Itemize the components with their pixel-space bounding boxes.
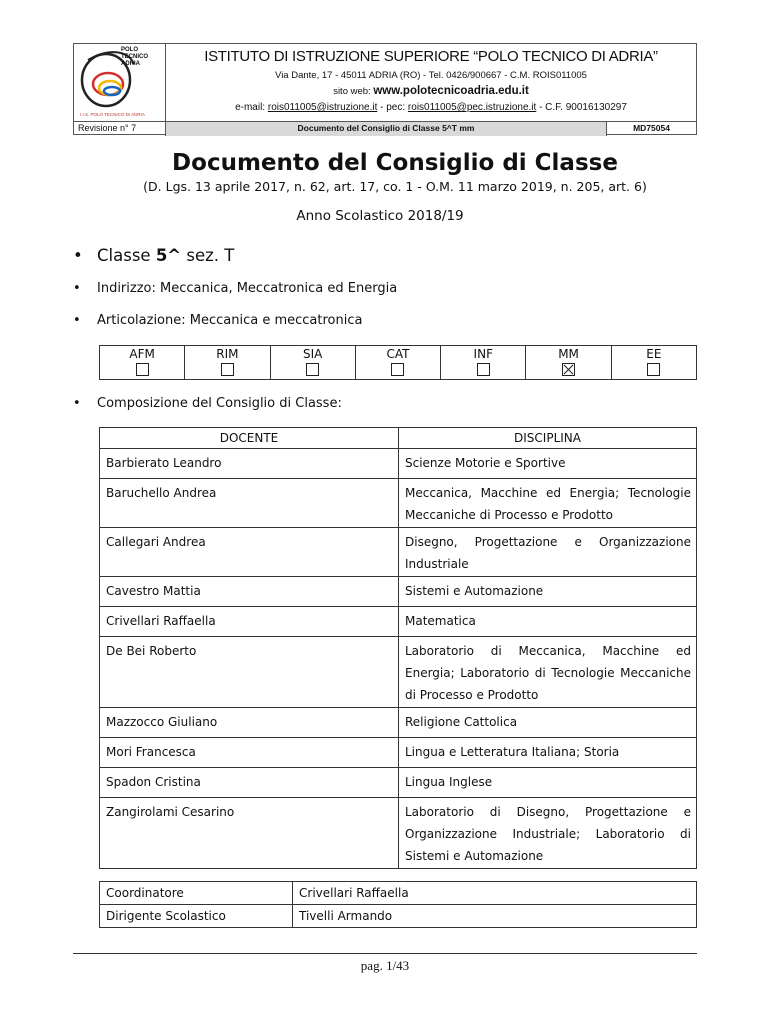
disciplina-cell: Scienze Motorie e Sportive bbox=[399, 449, 697, 479]
classe-section: sez. T bbox=[186, 246, 235, 265]
disciplina-cell: Sistemi e Automazione bbox=[399, 577, 697, 607]
disciplina-cell: Lingua e Letteratura Italiana; Storia bbox=[399, 738, 697, 768]
checkbox-rim[interactable] bbox=[221, 363, 234, 376]
docente-cell: Mazzocco Giuliano bbox=[100, 708, 399, 738]
role-name: Tivelli Armando bbox=[293, 905, 697, 928]
website-link[interactable]: www.polotecnicoadria.edu.it bbox=[373, 85, 529, 97]
docente-cell: Crivellari Raffaella bbox=[100, 607, 399, 637]
table-row bbox=[100, 798, 697, 869]
disciplina-cell: Disegno, Progettazione e Organizzazione Industriale bbox=[399, 528, 697, 577]
role-row-dirigente bbox=[100, 905, 697, 928]
bullet-icon: • bbox=[73, 281, 81, 296]
logo-subtext: I.I.S. POLO TECNICO DI ADRIA bbox=[80, 112, 145, 117]
page-number: pag. 1/43 bbox=[360, 958, 410, 973]
table-row bbox=[100, 738, 697, 768]
table-row bbox=[100, 637, 697, 708]
course-cell-cat bbox=[356, 346, 441, 379]
course-cell-inf bbox=[441, 346, 526, 379]
checkbox-afm[interactable] bbox=[136, 363, 149, 376]
bullet-articolazione bbox=[73, 313, 362, 328]
docente-cell: Spadon Cristina bbox=[100, 768, 399, 798]
course-cell-ee bbox=[612, 346, 696, 379]
docente-cell: Mori Francesca bbox=[100, 738, 399, 768]
header-disciplina: DISCIPLINA bbox=[399, 428, 697, 449]
revision-label: Revisione n° 7 bbox=[74, 122, 166, 136]
role-label: Dirigente Scolastico bbox=[100, 905, 293, 928]
table-row bbox=[100, 768, 697, 798]
bullet-composizione bbox=[73, 396, 342, 411]
checkbox-cat[interactable] bbox=[391, 363, 404, 376]
docente-cell: De Bei Roberto bbox=[100, 637, 399, 708]
role-name: Crivellari Raffaella bbox=[293, 882, 697, 905]
logo-title-line-2: TECNICO bbox=[121, 54, 148, 60]
school-logo bbox=[74, 44, 166, 121]
footer-divider bbox=[73, 953, 697, 954]
bullet-icon: • bbox=[73, 313, 81, 328]
course-label: EE bbox=[646, 347, 662, 361]
header-docente: DOCENTE bbox=[100, 428, 399, 449]
classe-prefix: Classe bbox=[97, 246, 151, 265]
bullet-icon: • bbox=[73, 396, 81, 411]
school-contacts-line bbox=[166, 102, 696, 113]
disciplina-cell: Lingua Inglese bbox=[399, 768, 697, 798]
course-cell-sia bbox=[271, 346, 356, 379]
bullet-indirizzo bbox=[73, 281, 397, 296]
course-label: INF bbox=[473, 347, 493, 361]
docente-cell: Cavestro Mattia bbox=[100, 577, 399, 607]
roles-table bbox=[99, 881, 697, 928]
school-website-line bbox=[166, 85, 696, 97]
table-header-row bbox=[100, 428, 697, 449]
table-row bbox=[100, 479, 697, 528]
docente-cell: Zangirolami Cesarino bbox=[100, 798, 399, 869]
document-code: MD75054 bbox=[633, 123, 670, 133]
school-name: ISTITUTO DI ISTRUZIONE SUPERIORE “POLO TECNICO DI ADRIA” bbox=[204, 48, 658, 65]
logo-title-line-3: ADRIA bbox=[121, 61, 140, 67]
page-subtitle: (D. Lgs. 13 aprile 2017, n. 62, art. 17, co. 1 - O.M. 11 marzo 2019, n. 205, art. 6) bbox=[143, 179, 647, 194]
email-prefix: e-mail: bbox=[235, 102, 266, 113]
course-label: RIM bbox=[216, 347, 239, 361]
checkbox-inf[interactable] bbox=[477, 363, 490, 376]
classe-number: 5^ bbox=[155, 246, 182, 265]
checkbox-mm[interactable] bbox=[562, 363, 575, 376]
pec-prefix: - pec: bbox=[380, 102, 406, 113]
logo-title bbox=[121, 47, 148, 68]
website-prefix: sito web: bbox=[333, 86, 371, 97]
docente-cell: Barbierato Leandro bbox=[100, 449, 399, 479]
course-label: MM bbox=[558, 347, 579, 361]
disciplina-cell: Laboratorio di Meccanica, Macchine ed Energia; Laboratorio di Tecnologie Meccaniche di Processo e Prodotto bbox=[399, 637, 697, 708]
disciplina-cell: Meccanica, Macchine ed Energia; Tecnologie Meccaniche di Processo e Prodotto bbox=[399, 479, 697, 528]
bullet-classe bbox=[73, 246, 234, 265]
course-label: AFM bbox=[129, 347, 155, 361]
checkbox-sia[interactable] bbox=[306, 363, 319, 376]
role-label: Coordinatore bbox=[100, 882, 293, 905]
articolazione-text: Articolazione: Meccanica e meccatronica bbox=[97, 313, 363, 328]
email-link[interactable]: rois011005@istruzione.it bbox=[267, 102, 378, 113]
table-row bbox=[100, 528, 697, 577]
table-row bbox=[100, 449, 697, 479]
table-row bbox=[100, 708, 697, 738]
school-info bbox=[166, 44, 696, 121]
document-header bbox=[73, 43, 697, 135]
course-cell-rim bbox=[185, 346, 270, 379]
header-meta-row bbox=[74, 121, 696, 136]
disciplina-cell: Religione Cattolica bbox=[399, 708, 697, 738]
school-address: Via Dante, 17 - 45011 ADRIA (RO) - Tel. 0426/900667 - C.M. ROIS011005 bbox=[275, 70, 587, 81]
docente-cell: Baruchello Andrea bbox=[100, 479, 399, 528]
document-label: Documento del Consiglio di Classe 5^T mm bbox=[166, 122, 607, 136]
role-row-coordinatore bbox=[100, 882, 697, 905]
indirizzo-text: Indirizzo: Meccanica, Meccatronica ed Energia bbox=[97, 281, 398, 296]
fiscal-code: - C.F. 90016130297 bbox=[539, 102, 627, 113]
table-row bbox=[100, 577, 697, 607]
course-label: CAT bbox=[386, 347, 410, 361]
table-row bbox=[100, 607, 697, 637]
docente-cell: Callegari Andrea bbox=[100, 528, 399, 577]
composizione-text: Composizione del Consiglio di Classe: bbox=[97, 396, 342, 411]
pec-link[interactable]: rois011005@pec.istruzione.it bbox=[407, 102, 537, 113]
disciplina-cell: Laboratorio di Disegno, Progettazione e Organizzazione Industriale; Laboratorio di Sistemi e Automazione bbox=[399, 798, 697, 869]
checkbox-ee[interactable] bbox=[647, 363, 660, 376]
course-cell-afm bbox=[100, 346, 185, 379]
page-title: Documento del Consiglio di Classe bbox=[172, 150, 618, 176]
logo-title-line-1: POLO bbox=[121, 47, 139, 53]
course-label: SIA bbox=[303, 347, 323, 361]
course-selection-table bbox=[99, 345, 697, 380]
school-year: Anno Scolastico 2018/19 bbox=[296, 208, 464, 224]
course-cell-mm bbox=[526, 346, 611, 379]
disciplina-cell: Matematica bbox=[399, 607, 697, 637]
council-table bbox=[99, 427, 697, 869]
bullet-icon: • bbox=[73, 246, 83, 265]
